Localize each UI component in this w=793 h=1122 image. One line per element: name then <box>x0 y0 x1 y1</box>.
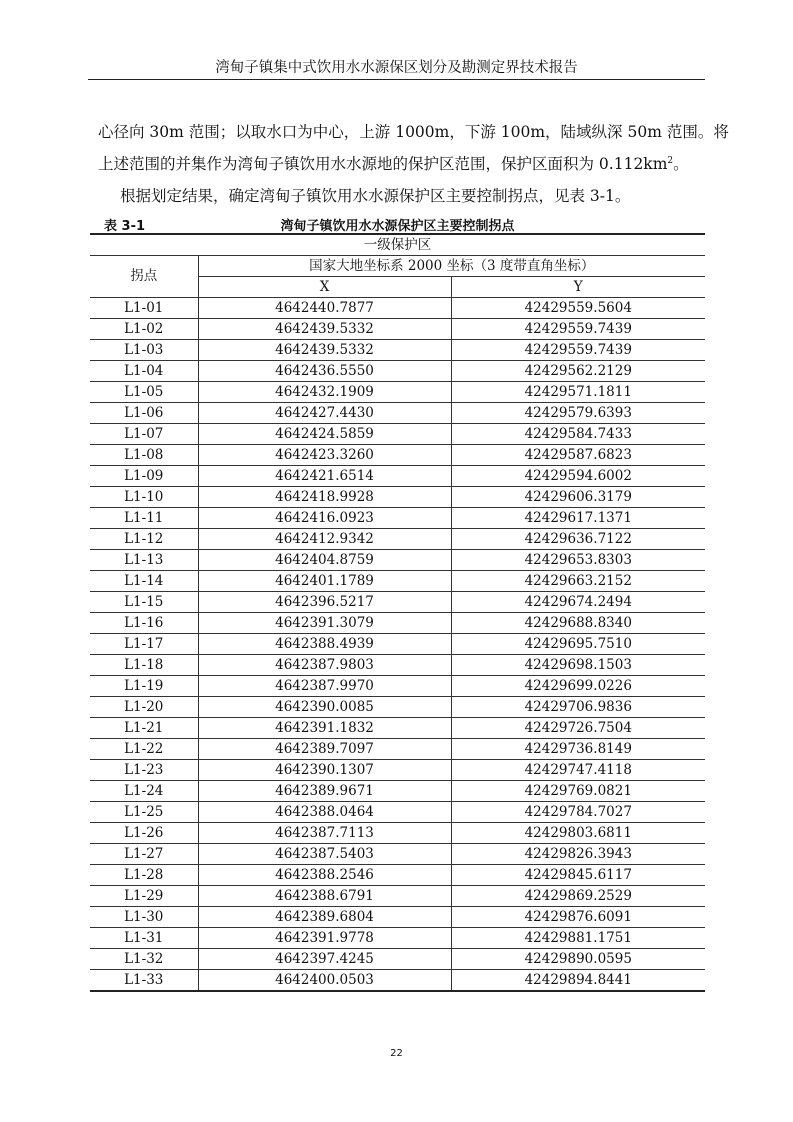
y-cell: 42429559.7439 <box>451 340 705 361</box>
y-cell: 42429699.0226 <box>451 676 705 697</box>
x-cell: 4642391.9778 <box>198 928 451 949</box>
y-cell: 42429559.7439 <box>451 319 705 340</box>
table-row <box>90 739 705 760</box>
table-row <box>90 340 705 361</box>
y-cell: 42429606.3179 <box>451 487 705 508</box>
page-number: 22 <box>390 1048 403 1059</box>
point-cell: L1-14 <box>90 571 198 592</box>
x-cell: 4642424.5859 <box>198 424 451 445</box>
point-cell: L1-01 <box>90 298 198 319</box>
table-row <box>90 865 705 886</box>
x-cell: 4642388.2546 <box>198 865 451 886</box>
point-cell: L1-16 <box>90 613 198 634</box>
y-cell: 42429636.7122 <box>451 529 705 550</box>
y-cell: 42429736.8149 <box>451 739 705 760</box>
control-points-table <box>90 233 705 992</box>
x-cell: 4642388.0464 <box>198 802 451 823</box>
point-cell: L1-05 <box>90 382 198 403</box>
point-cell: L1-07 <box>90 424 198 445</box>
y-cell: 42429845.6117 <box>451 865 705 886</box>
x-cell: 4642387.7113 <box>198 823 451 844</box>
table-row <box>90 403 705 424</box>
x-cell: 4642418.9928 <box>198 487 451 508</box>
point-cell: L1-06 <box>90 403 198 424</box>
paragraph-line-1: 心径向 30m 范围；以取水口为中心，上游 1000m，下游 100m，陆域纵深 50m 范围。将 <box>98 123 729 141</box>
point-cell: L1-24 <box>90 781 198 802</box>
y-cell: 42429594.6002 <box>451 466 705 487</box>
x-cell: 4642391.3079 <box>198 613 451 634</box>
y-cell: 42429695.7510 <box>451 634 705 655</box>
x-cell: 4642391.1832 <box>198 718 451 739</box>
table-point-header: 拐点 <box>90 256 198 298</box>
y-cell: 42429562.2129 <box>451 361 705 382</box>
point-cell: L1-12 <box>90 529 198 550</box>
point-cell: L1-33 <box>90 970 198 992</box>
point-cell: L1-18 <box>90 655 198 676</box>
point-cell: L1-09 <box>90 466 198 487</box>
x-cell: 4642427.4430 <box>198 403 451 424</box>
table-row <box>90 970 705 992</box>
table-coord-system-header: 国家大地坐标系 2000 坐标（3 度带直角坐标） <box>198 256 705 277</box>
y-cell: 42429698.1503 <box>451 655 705 676</box>
x-cell: 4642387.5403 <box>198 844 451 865</box>
y-cell: 42429706.9836 <box>451 697 705 718</box>
table-row <box>90 928 705 949</box>
y-cell: 42429890.0595 <box>451 949 705 970</box>
table-row <box>90 676 705 697</box>
table-number: 表 3-1 <box>104 219 146 234</box>
point-cell: L1-31 <box>90 928 198 949</box>
y-cell: 42429663.2152 <box>451 571 705 592</box>
point-cell: L1-20 <box>90 697 198 718</box>
point-cell: L1-23 <box>90 760 198 781</box>
y-cell: 42429784.7027 <box>451 802 705 823</box>
x-cell: 4642439.5332 <box>198 340 451 361</box>
x-cell: 4642439.5332 <box>198 319 451 340</box>
table-row <box>90 802 705 823</box>
table-row <box>90 907 705 928</box>
x-cell: 4642423.3260 <box>198 445 451 466</box>
x-cell: 4642440.7877 <box>198 298 451 319</box>
table-row <box>90 445 705 466</box>
table-body <box>90 298 705 992</box>
table-row <box>90 844 705 865</box>
table-row <box>90 298 705 319</box>
table-row <box>90 634 705 655</box>
point-cell: L1-15 <box>90 592 198 613</box>
table-row <box>90 886 705 907</box>
point-cell: L1-08 <box>90 445 198 466</box>
y-cell: 42429894.8441 <box>451 970 705 992</box>
x-cell: 4642432.1909 <box>198 382 451 403</box>
superscript: 2 <box>667 155 674 166</box>
table-row <box>90 571 705 592</box>
point-cell: L1-21 <box>90 718 198 739</box>
point-cell: L1-26 <box>90 823 198 844</box>
table-row <box>90 466 705 487</box>
x-cell: 4642390.1307 <box>198 760 451 781</box>
table-row <box>90 655 705 676</box>
x-cell: 4642388.6791 <box>198 886 451 907</box>
table-x-header: X <box>198 277 451 298</box>
table-row <box>90 361 705 382</box>
table-row <box>90 382 705 403</box>
header-divider <box>88 79 705 80</box>
table-row <box>90 823 705 844</box>
running-header: 湾甸子镇集中式饮用水水源保区划分及勘测定界技术报告 <box>215 60 578 76</box>
x-cell: 4642390.0085 <box>198 697 451 718</box>
body-paragraph-1 <box>98 116 729 180</box>
y-cell: 42429881.1751 <box>451 928 705 949</box>
table-row <box>90 760 705 781</box>
table-group-header: 一级保护区 <box>90 234 705 256</box>
y-cell: 42429559.5604 <box>451 298 705 319</box>
table-title: 湾甸子镇饮用水水源保护区主要控制拐点 <box>280 219 515 234</box>
paragraph-line-2 <box>98 148 706 180</box>
table-y-header: Y <box>451 277 705 298</box>
table-caption <box>90 215 705 233</box>
point-cell: L1-11 <box>90 508 198 529</box>
table-row <box>90 424 705 445</box>
table-row <box>90 613 705 634</box>
point-cell: L1-17 <box>90 634 198 655</box>
point-cell: L1-02 <box>90 319 198 340</box>
x-cell: 4642436.5550 <box>198 361 451 382</box>
table-row <box>90 529 705 550</box>
x-cell: 4642389.9671 <box>198 781 451 802</box>
point-cell: L1-04 <box>90 361 198 382</box>
y-cell: 42429571.1811 <box>451 382 705 403</box>
table-row <box>90 718 705 739</box>
point-cell: L1-19 <box>90 676 198 697</box>
y-cell: 42429579.6393 <box>451 403 705 424</box>
y-cell: 42429617.1371 <box>451 508 705 529</box>
y-cell: 42429674.2494 <box>451 592 705 613</box>
y-cell: 42429803.6811 <box>451 823 705 844</box>
body-paragraph-2: 根据划定结果，确定湾甸子镇饮用水水源保护区主要控制拐点，见表 3-1。 <box>120 187 631 205</box>
y-cell: 42429869.2529 <box>451 886 705 907</box>
point-cell: L1-27 <box>90 844 198 865</box>
y-cell: 42429587.6823 <box>451 445 705 466</box>
x-cell: 4642387.9970 <box>198 676 451 697</box>
y-cell: 42429688.8340 <box>451 613 705 634</box>
table-row <box>90 697 705 718</box>
x-cell: 4642421.6514 <box>198 466 451 487</box>
x-cell: 4642389.7097 <box>198 739 451 760</box>
point-cell: L1-28 <box>90 865 198 886</box>
x-cell: 4642401.1789 <box>198 571 451 592</box>
y-cell: 42429747.4118 <box>451 760 705 781</box>
paragraph-line-2-end: 。 <box>673 155 689 173</box>
y-cell: 42429876.6091 <box>451 907 705 928</box>
point-cell: L1-29 <box>90 886 198 907</box>
x-cell: 4642396.5217 <box>198 592 451 613</box>
y-cell: 42429826.3943 <box>451 844 705 865</box>
point-cell: L1-32 <box>90 949 198 970</box>
point-cell: L1-10 <box>90 487 198 508</box>
table-row <box>90 781 705 802</box>
x-cell: 4642389.6804 <box>198 907 451 928</box>
x-cell: 4642387.9803 <box>198 655 451 676</box>
y-cell: 42429584.7433 <box>451 424 705 445</box>
y-cell: 42429653.8303 <box>451 550 705 571</box>
table-row <box>90 949 705 970</box>
y-cell: 42429726.7504 <box>451 718 705 739</box>
table-row <box>90 319 705 340</box>
point-cell: L1-30 <box>90 907 198 928</box>
table-row <box>90 550 705 571</box>
x-cell: 4642400.0503 <box>198 970 451 992</box>
x-cell: 4642388.4939 <box>198 634 451 655</box>
point-cell: L1-25 <box>90 802 198 823</box>
x-cell: 4642416.0923 <box>198 508 451 529</box>
table-row <box>90 592 705 613</box>
table-row <box>90 508 705 529</box>
point-cell: L1-13 <box>90 550 198 571</box>
y-cell: 42429769.0821 <box>451 781 705 802</box>
x-cell: 4642397.4245 <box>198 949 451 970</box>
point-cell: L1-03 <box>90 340 198 361</box>
x-cell: 4642412.9342 <box>198 529 451 550</box>
x-cell: 4642404.8759 <box>198 550 451 571</box>
table-row <box>90 487 705 508</box>
point-cell: L1-22 <box>90 739 198 760</box>
paragraph-line-2-text: 上述范围的并集作为湾甸子镇饮用水水源地的保护区范围，保护区面积为 0.112km <box>98 155 668 173</box>
